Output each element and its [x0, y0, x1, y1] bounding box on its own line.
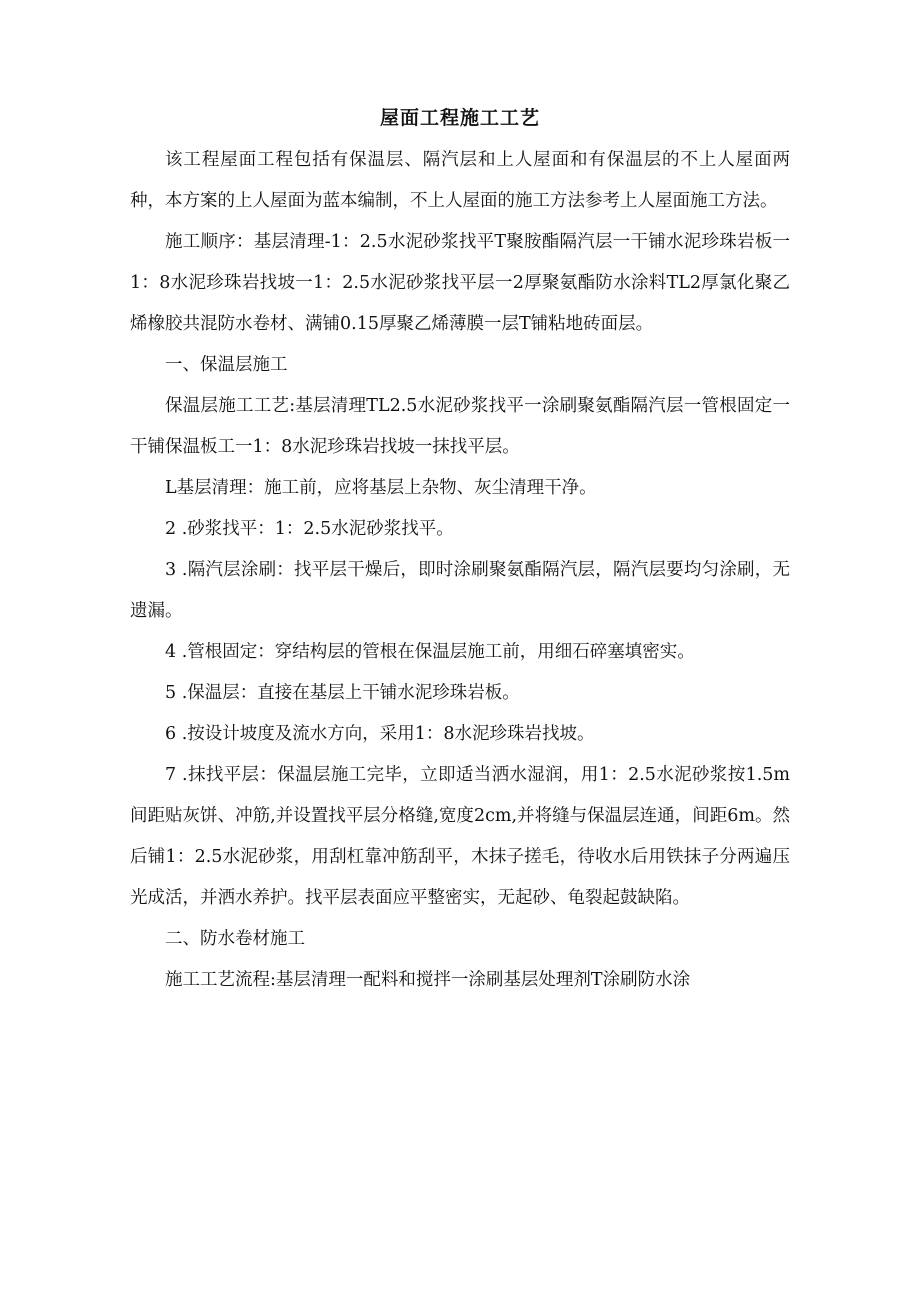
paragraph-waterproof-process: 施工工艺流程:基层清理一配料和搅拌一涂刷基层处理剂T涂刷防水涂	[165, 970, 691, 990]
document-title: 屋面工程施工工艺	[379, 107, 540, 129]
list-item-3: 3 .隔汽层涂刷：找平层干燥后，即时涂刷聚氨酯隔汽层，隔汽层要均匀涂刷，无遗漏。	[130, 560, 790, 621]
document-page	[130, 100, 790, 1001]
list-item-6: 6 .按设计坡度及流水方向，采用1：8水泥珍珠岩找坡。	[165, 724, 595, 744]
paragraph-intro: 该工程屋面工程包括有保温层、隔汽层和上人屋面和有保温层的不上人屋面两种，本方案的上人屋面为蓝本编制，不上人屋面的施工方法参考上人屋面施工方法。	[130, 150, 790, 211]
section-heading-insulation: 一、保温层施工	[165, 355, 288, 375]
list-item-7: 7 .抹找平层：保温层施工完毕，立即适当洒水湿润，用1：2.5水泥砂浆按1.5m间距贴灰饼、冲筋,并设置找平层分格缝,宽度2cm,并将缝与保温层连通，间距6m。然后铺1：2.5水泥砂浆，用刮杠靠冲筋刮平，木抹子搓毛，待收水后用铁抹子分两遍压光成活，并洒水养护。找平层表面应平整密实，无起砂、龟裂起鼓缺陷。	[130, 765, 790, 908]
list-item-1: L基层清理：施工前，应将基层上杂物、灰尘清理干净。	[165, 478, 597, 498]
section-heading-waterproof: 二、防水卷材施工	[165, 929, 305, 949]
paragraph-insulation-process: 保温层施工工艺:基层清理TL2.5水泥砂浆找平一涂刷聚氨酯隔汽层一管根固定一干铺保温板工一1：8水泥珍珠岩找坡一抹找平层。	[130, 396, 790, 457]
list-item-5: 5 .保温层：直接在基层上干铺水泥珍珠岩板。	[165, 683, 520, 703]
paragraph-sequence: 施工顺序：基层清理-1：2.5水泥砂浆找平T聚胺酯隔汽层一干铺水泥珍珠岩板一1：8水泥珍珠岩找坡一1：2.5水泥砂浆找平层一2厚聚氨酯防水涂料TL2厚氯化聚乙烯橡胶共混防水卷材、满铺0.15厚聚乙烯薄膜一层T铺粘地砖面层。	[130, 232, 790, 334]
list-item-4: 4 .管根固定：穿结构层的管根在保温层施工前，用细石碎塞填密实。	[165, 642, 695, 662]
list-item-2: 2 .砂浆找平：1：2.5水泥砂浆找平。	[165, 519, 454, 539]
